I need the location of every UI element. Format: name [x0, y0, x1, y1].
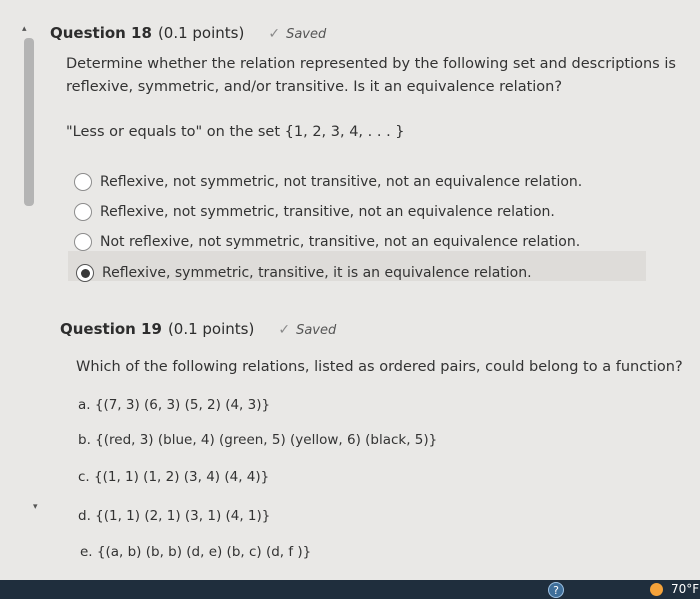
option-label: Not reflexive, not symmetric, transitive, not an equivalence relation. — [100, 234, 581, 250]
question-points: (0.1 points) — [157, 24, 245, 42]
question-19-stem: Which of the following relations, listed as ordered pairs, could belong to a function? — [76, 359, 683, 375]
radio-button[interactable] — [74, 203, 92, 221]
scroll-down-arrow-icon[interactable]: ▾ — [33, 502, 38, 512]
question-18-prompt: "Less or equals to" on the set {1, 2, 3, 4, . . . } — [66, 124, 405, 140]
q18-option-3[interactable] — [74, 233, 580, 251]
option-label: Reflexive, not symmetric, not transitive, not an equivalence relation. — [100, 174, 583, 190]
stem-line: Determine whether the relation represented by the following set and descriptions is — [66, 56, 676, 72]
temperature-readout[interactable]: 70°F — [671, 582, 700, 596]
q18-option-4[interactable] — [76, 264, 532, 282]
check-icon: ✓ — [268, 26, 281, 42]
question-title: Question 19 — [60, 320, 162, 338]
radio-button[interactable] — [74, 173, 92, 191]
q18-option-1[interactable] — [74, 173, 582, 191]
question-18-header — [50, 24, 326, 42]
question-19-header — [60, 320, 336, 338]
question-18-stem — [66, 53, 676, 99]
weather-icon[interactable] — [650, 583, 663, 596]
question-title: Question 18 — [50, 24, 152, 42]
taskbar — [0, 580, 700, 599]
saved-status — [268, 26, 326, 42]
q18-option-2[interactable] — [74, 203, 555, 221]
radio-button-selected[interactable] — [76, 264, 94, 282]
q19-option-c[interactable]: c. {(1, 1) (1, 2) (3, 4) (4, 4)} — [78, 469, 270, 485]
option-label: Reflexive, symmetric, transitive, it is an equivalence relation. — [102, 265, 532, 281]
radio-button[interactable] — [74, 233, 92, 251]
question-points: (0.1 points) — [167, 320, 255, 338]
saved-label: Saved — [296, 322, 337, 338]
scrollbar-thumb[interactable] — [24, 38, 34, 206]
radio-dot-icon — [81, 269, 90, 278]
q19-option-d[interactable]: d. {(1, 1) (2, 1) (3, 1) (4, 1)} — [78, 508, 271, 524]
check-icon: ✓ — [278, 322, 291, 338]
help-icon[interactable]: ? — [548, 582, 564, 598]
saved-status — [278, 322, 336, 338]
stem-line: reflexive, symmetric, and/or transitive. Is it an equivalence relation? — [66, 79, 563, 95]
option-label: Reflexive, not symmetric, transitive, not an equivalence relation. — [100, 204, 555, 220]
q19-option-b[interactable]: b. {(red, 3) (blue, 4) (green, 5) (yellow, 6) (black, 5)} — [78, 432, 438, 448]
q19-option-e[interactable]: e. {(a, b) (b, b) (d, e) (b, c) (d, f )} — [80, 544, 312, 560]
scroll-up-arrow-icon[interactable]: ▴ — [22, 24, 27, 34]
q19-option-a[interactable]: a. {(7, 3) (6, 3) (5, 2) (4, 3)} — [78, 397, 271, 413]
saved-label: Saved — [286, 26, 327, 42]
